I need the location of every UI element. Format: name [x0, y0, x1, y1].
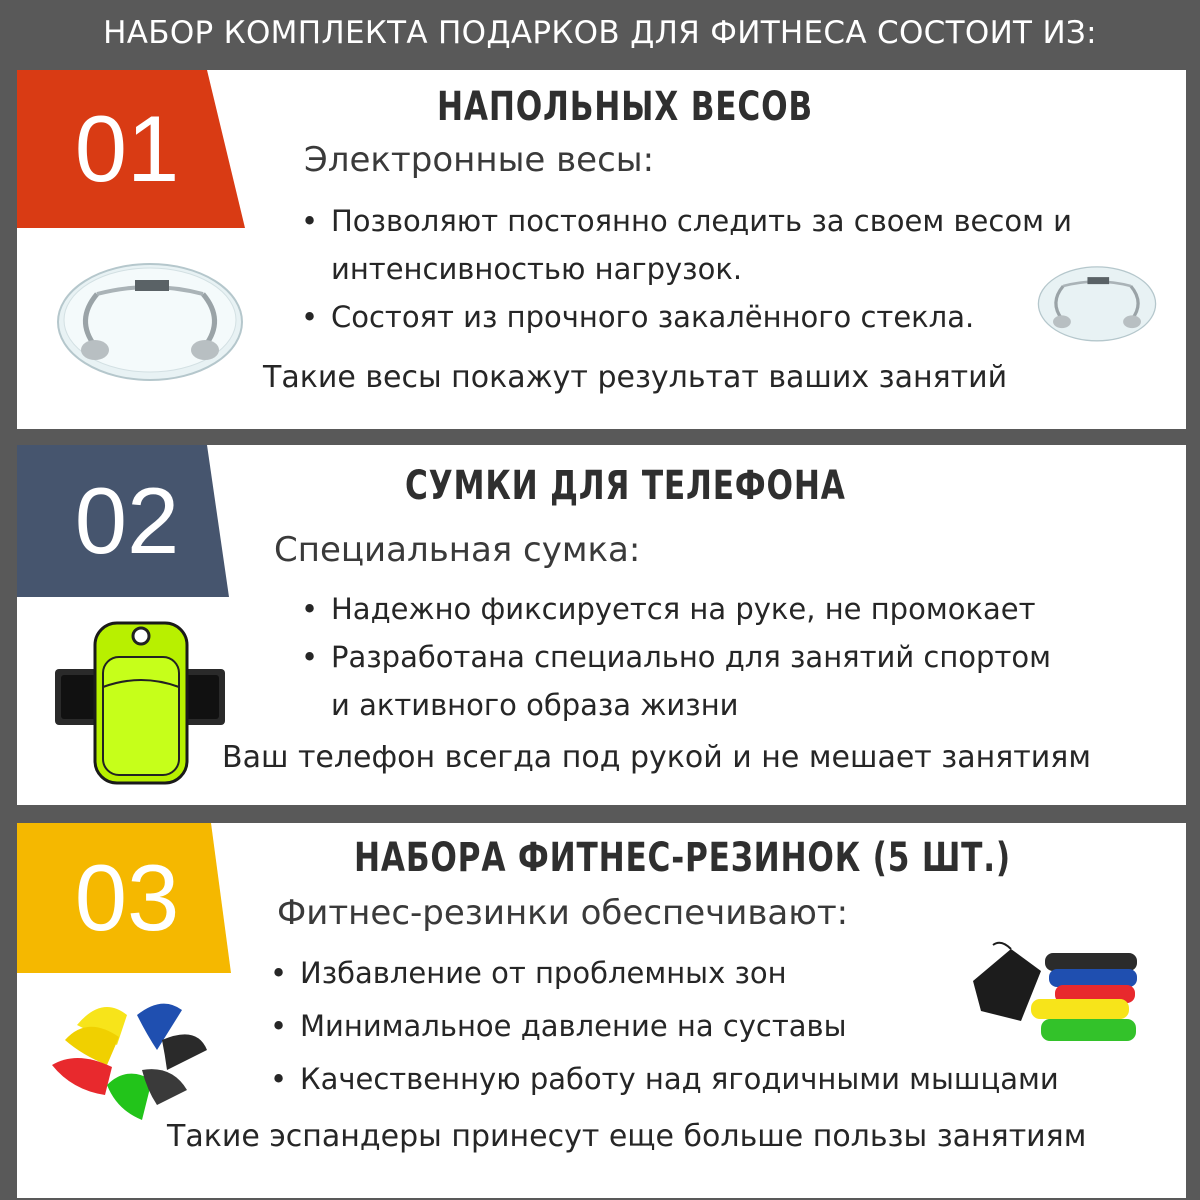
bullet-item: • Состоят из прочного закалённого стекла. — [301, 293, 1072, 341]
bullet-item: • Позволяют постоянно следить за своем весом и — [301, 197, 1072, 245]
bullet-item: • Надежно фиксируется на руке, не промокает — [301, 585, 1051, 633]
item-card-phone-bag — [17, 445, 1186, 805]
item-summary: Ваш телефон всегда под рукой и не мешает занятиям — [222, 740, 1091, 775]
item-bullets — [270, 947, 1059, 1106]
item-bullets — [301, 585, 1051, 729]
item-subtitle: Фитнес-резинки обеспечивают: — [277, 893, 849, 933]
badge-number: 01 — [74, 96, 180, 201]
item-summary: Такие весы покажут результат ваших занятий — [263, 360, 1008, 395]
bullet-item: • Разработана специально для занятий спортом — [301, 633, 1051, 681]
glass-scale-icon — [55, 250, 245, 385]
item-card-scales — [17, 70, 1186, 429]
item-summary: Такие эспандеры принесут еще больше пользы занятиям — [167, 1119, 1087, 1154]
glass-scale-small-icon — [1035, 258, 1159, 344]
resistance-bands-pouch-icon — [971, 941, 1151, 1051]
item-title: СУМКИ ДЛЯ ТЕЛЕФОНА — [405, 463, 846, 509]
resistance-bands-fan-icon — [47, 995, 217, 1125]
number-badge — [17, 823, 247, 987]
badge-number: 02 — [74, 468, 180, 573]
item-title: НАПОЛЬНЫХ ВЕСОВ — [437, 84, 813, 130]
item-card-resistance-bands — [17, 823, 1186, 1198]
bullet-item-continuation: интенсивностью нагрузок. — [331, 252, 743, 286]
number-badge — [17, 70, 247, 234]
number-badge — [17, 445, 247, 609]
bullet-item-continuation: и активного образа жизни — [331, 688, 739, 722]
bullet-item: • Минимальное давление на суставы — [270, 1000, 1059, 1053]
badge-number: 03 — [74, 845, 180, 950]
phone-armband-icon — [53, 617, 233, 787]
page-title: НАБОР КОМПЛЕКТА ПОДАРКОВ ДЛЯ ФИТНЕСА СОСТОИТ ИЗ: — [103, 15, 1097, 51]
bullet-item: • Избавление от проблемных зон — [270, 947, 1059, 1000]
item-subtitle: Специальная сумка: — [274, 530, 641, 570]
item-subtitle: Электронные весы: — [304, 140, 655, 180]
item-title: НАБОРА ФИТНЕС-РЕЗИНОК (5 ШТ.) — [354, 835, 1011, 881]
item-bullets — [301, 197, 1072, 341]
bullet-item: • Качественную работу над ягодичными мышцами — [270, 1053, 1059, 1106]
